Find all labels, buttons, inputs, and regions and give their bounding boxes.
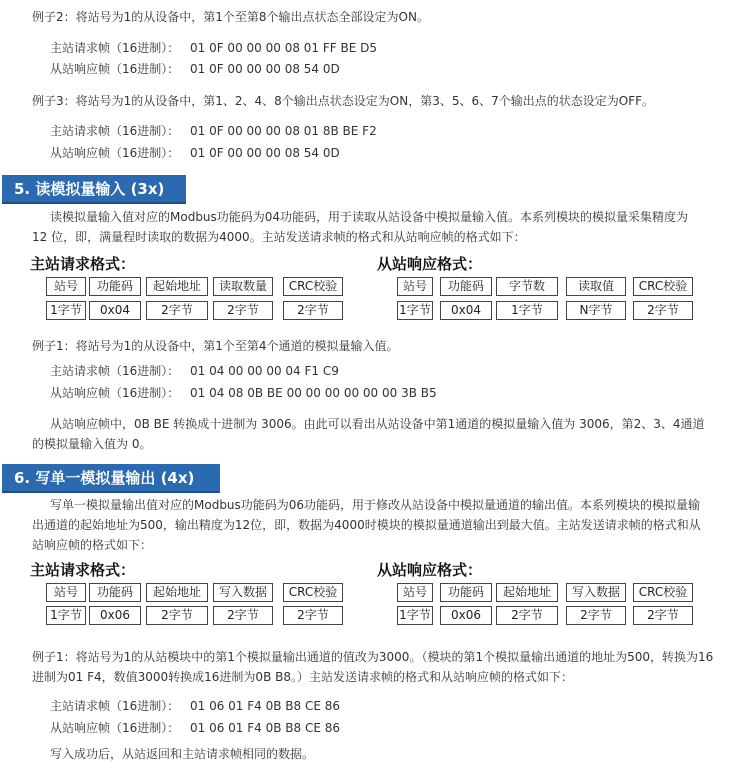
- request-frame-label: 主站请求帧（16进制）：: [50, 124, 180, 138]
- format-header-cell: 写入数据: [213, 583, 273, 602]
- example-3-title: 例子3：将站号为1的从设备中，第1、2、4、8个输出点状态设定为ON，第3、5、6、7个输出点的状态设定为OFF。: [32, 94, 655, 108]
- format-header-cell: 起始地址: [146, 583, 208, 602]
- section-6-example-1-line-2: 进制为01 F4，数值3000转换成16进制为0B B8。）主站发送请求帧的格式和从站响应帧的格式如下：: [32, 670, 573, 684]
- format-header-cell: 写入数据: [566, 583, 626, 602]
- response-frame-value: 01 04 08 0B BE 00 00 00 00 00 00 3B B5: [190, 386, 437, 400]
- format-header-cell: CRC校验: [633, 583, 693, 602]
- format-header-cell: 功能码: [440, 583, 492, 602]
- format-header-cell: 字节数: [496, 277, 558, 296]
- request-frame-label: 主站请求帧（16进制）：: [50, 364, 180, 378]
- format-header-cell: 站号: [46, 583, 86, 602]
- format-header-cell: CRC校验: [633, 277, 693, 296]
- format-header-cell: CRC校验: [283, 277, 343, 296]
- section-5-intro-line-2: 12 位，即，满量程时读取的数据为4000。主站发送请求帧的格式和从站响应帧的格式如下：: [32, 230, 526, 244]
- master-request-format-title: 主站请求格式：: [30, 561, 136, 579]
- response-frame-value: 01 0F 00 00 00 08 54 0D: [190, 146, 340, 160]
- format-size-cell: 2字节: [213, 301, 273, 320]
- format-header-cell: 起始地址: [496, 583, 558, 602]
- response-frame-label: 从站响应帧（16进制）：: [50, 146, 180, 160]
- request-frame-label: 主站请求帧（16进制）：: [50, 699, 180, 713]
- format-size-cell: 1字节: [46, 301, 86, 320]
- format-size-cell: 1字节: [397, 606, 433, 625]
- response-frame-label: 从站响应帧（16进制）：: [50, 62, 180, 76]
- format-size-cell: 0x06: [89, 606, 141, 625]
- format-size-cell: 2字节: [496, 606, 558, 625]
- section-5-note-line-2: 的模拟量输入值为 0。: [32, 437, 152, 451]
- section-6-intro-line-3: 站响应帧的格式如下：: [32, 538, 153, 552]
- response-frame-label: 从站响应帧（16进制）：: [50, 386, 180, 400]
- format-header-cell: 站号: [397, 583, 433, 602]
- section-5-example-1-title: 例子1：将站号为1的从设备中，第1个至第4个通道的模拟量输入值。: [32, 339, 399, 353]
- section-5-intro-line-1: 读模拟量输入值对应的Modbus功能码为04功能码，用于读取从站设备中模拟量输入值。本系列模块的模拟量采集精度为: [50, 210, 689, 224]
- format-header-cell: 站号: [397, 277, 433, 296]
- format-size-cell: 2字节: [283, 301, 343, 320]
- format-size-cell: 0x06: [440, 606, 492, 625]
- master-request-format-title: 主站请求格式：: [30, 255, 136, 273]
- format-header-cell: 读取值: [566, 277, 626, 296]
- section-5-note-line-1: 从站响应帧中，0B BE 转换成十进制为 3006。由此可以看出从站设备中第1通道的模拟量输入值为 3006，第2、3、4通道: [50, 417, 705, 431]
- format-header-cell: 功能码: [89, 583, 141, 602]
- format-size-cell: 2字节: [213, 606, 273, 625]
- format-size-cell: 2字节: [566, 606, 626, 625]
- request-frame-value: 01 0F 00 00 00 08 01 FF BE D5: [190, 41, 377, 55]
- format-header-cell: 站号: [46, 277, 86, 296]
- section-6-intro-line-1: 写单一模拟量输出值对应的Modbus功能码为06功能码，用于修改从站设备中模拟量通道的输出值。本系列模块的模拟量输: [50, 498, 701, 512]
- format-size-cell: 1字节: [397, 301, 433, 320]
- section-5-heading: 5. 读模拟量输入 (3x): [2, 175, 186, 204]
- format-size-cell: 0x04: [89, 301, 141, 320]
- slave-response-format-title: 从站响应格式：: [377, 255, 483, 273]
- format-header-cell: 功能码: [440, 277, 492, 296]
- response-frame-value: 01 06 01 F4 0B B8 CE 86: [190, 721, 341, 735]
- format-size-cell: N字节: [566, 301, 626, 320]
- section-6-example-1-line-1: 例子1：将站号为1的从站模块中的第1个模拟量输出通道的值改为3000。（模块的第1个模拟量输出通道的地址为500，转换为16: [32, 650, 714, 664]
- example-2-title: 例子2：将站号为1的从设备中，第1个至第8个输出点状态全部设定为ON。: [32, 10, 429, 24]
- response-frame-value: 01 0F 00 00 00 08 54 0D: [190, 62, 340, 76]
- format-header-cell: 起始地址: [146, 277, 208, 296]
- format-size-cell: 1字节: [46, 606, 86, 625]
- response-frame-label: 从站响应帧（16进制）：: [50, 721, 180, 735]
- request-frame-value: 01 06 01 F4 0B B8 CE 86: [190, 699, 341, 713]
- format-size-cell: 2字节: [146, 301, 208, 320]
- format-size-cell: 2字节: [633, 606, 693, 625]
- format-size-cell: 2字节: [633, 301, 693, 320]
- request-frame-label: 主站请求帧（16进制）：: [50, 41, 180, 55]
- request-frame-value: 01 0F 00 00 00 08 01 8B BE F2: [190, 124, 377, 138]
- section-6-intro-line-2: 出通道的起始地址为500，输出精度为12位，即，数据为4000时模块的模拟量通道输出到最大值。主站发送请求帧的格式和从: [32, 518, 701, 532]
- slave-response-format-title: 从站响应格式：: [377, 561, 483, 579]
- format-header-cell: 读取数量: [213, 277, 273, 296]
- section-6-heading: 6. 写单一模拟量输出 (4x): [2, 464, 220, 493]
- section-6-closing-note: 写入成功后，从站返回和主站请求帧相同的数据。: [50, 747, 315, 761]
- format-size-cell: 2字节: [146, 606, 208, 625]
- format-size-cell: 0x04: [440, 301, 492, 320]
- request-frame-value: 01 04 00 00 00 04 F1 C9: [190, 364, 339, 378]
- format-size-cell: 2字节: [283, 606, 343, 625]
- format-header-cell: 功能码: [89, 277, 141, 296]
- format-size-cell: 1字节: [496, 301, 558, 320]
- format-header-cell: CRC校验: [283, 583, 343, 602]
